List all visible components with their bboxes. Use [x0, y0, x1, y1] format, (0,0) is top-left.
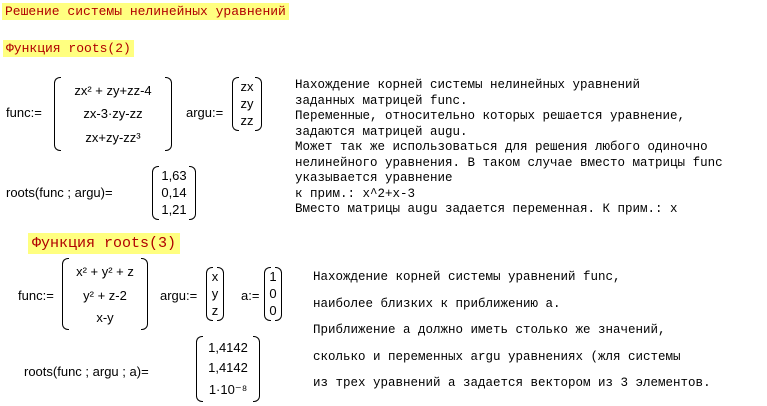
- argu-label: argu: [186, 105, 213, 120]
- section1-argu-assign[interactable]: [186, 105, 223, 120]
- description-line: наиболее близких к приближению a.: [313, 296, 561, 311]
- argu-row-3: zz: [240, 113, 254, 128]
- argu-row-3: z: [211, 303, 219, 318]
- section2-argu-assign[interactable]: [160, 288, 197, 303]
- a-label: a: [241, 288, 249, 303]
- description-line: Приближение a должно иметь столько же значений,: [313, 323, 666, 337]
- section2-a-matrix[interactable]: [264, 267, 282, 321]
- func-label: func: [6, 105, 31, 120]
- argu-label: argu: [160, 288, 187, 303]
- root-value-1: 1,4142: [208, 340, 248, 355]
- description-line: Нахождение корней системы нелинейных уравнений: [295, 78, 641, 92]
- description-line: нелинейного уравнения. В таком случае вместо матрицы func: [295, 155, 723, 170]
- description-line: сколько и переменных argu уравнениях (жля системы: [313, 349, 681, 364]
- description-line: заданных матрицей func.: [295, 93, 468, 108]
- assign-operator: :=: [186, 288, 198, 303]
- section1-roots-result: [152, 166, 196, 220]
- section1-func-assign[interactable]: [6, 105, 42, 120]
- description-line: Вместо матрицы augu задается переменная. К прим.: x: [295, 202, 678, 216]
- func-row-3: x-y: [96, 310, 114, 325]
- argu-row-1: x: [211, 269, 219, 284]
- a-row-1: 1: [269, 269, 277, 284]
- description-line: задаются матрицей augu.: [295, 124, 468, 139]
- func-row-2: y² + z-2: [83, 288, 127, 303]
- description-line: к прим.: x^2+x-3: [295, 186, 416, 201]
- description-line: из трех уравнений a задается вектором из 3 элементов.: [313, 376, 711, 390]
- section2-a-assign[interactable]: [241, 288, 259, 303]
- root-value-3: 1,21: [161, 202, 187, 217]
- assign-operator: :=: [248, 288, 260, 303]
- assign-operator: :=: [212, 105, 224, 120]
- description-line: указывается уравнение: [295, 171, 453, 185]
- section1-description[interactable]: [295, 78, 723, 218]
- a-row-3: 0: [269, 303, 277, 318]
- section2-header: Функция roots(3): [28, 233, 180, 254]
- assign-operator: :=: [42, 288, 54, 303]
- equals-operator: =: [105, 185, 113, 200]
- description-line: Может так же использоваться для решения любого одиночно: [295, 140, 708, 154]
- section1-roots-expression[interactable]: [6, 185, 113, 200]
- root-value-1: 1,63: [161, 168, 187, 183]
- section2-argu-matrix[interactable]: [206, 267, 224, 321]
- roots-call: roots(func ; argu): [6, 185, 105, 200]
- func-row-2: zx-3·zy-zz: [83, 106, 143, 121]
- section1-header: Функция roots(2): [3, 40, 134, 57]
- section2-roots-expression[interactable]: [24, 364, 149, 379]
- section2-roots-result: [196, 336, 260, 402]
- equals-operator: =: [141, 364, 149, 379]
- func-label: func: [18, 288, 43, 303]
- func-row-1: x² + y² + z: [76, 264, 134, 279]
- description-line: Переменные, относительно которых решается уравнение,: [295, 109, 686, 123]
- section2-func-matrix[interactable]: [62, 258, 148, 330]
- section1-func-matrix[interactable]: [54, 77, 172, 151]
- section2-func-assign[interactable]: [18, 288, 54, 303]
- root-value-3: 1·10⁻⁸: [208, 382, 248, 397]
- section1-argu-matrix[interactable]: [232, 77, 262, 131]
- section2-description[interactable]: [313, 267, 711, 400]
- root-value-2: 1,4142: [208, 360, 248, 375]
- root-value-2: 0,14: [161, 185, 187, 200]
- argu-row-2: zy: [240, 96, 254, 111]
- argu-row-2: y: [211, 286, 219, 301]
- argu-row-1: zx: [240, 79, 254, 94]
- func-row-3: zx+zy-zz³: [85, 130, 141, 145]
- assign-operator: :=: [30, 105, 42, 120]
- func-row-1: zx² + zy+zz-4: [74, 83, 152, 98]
- description-line: Нахождение корней системы уравнений func,: [313, 270, 621, 284]
- page-title: Решение системы нелинейных уравнений: [2, 3, 289, 20]
- a-row-2: 0: [269, 286, 277, 301]
- roots-call: roots(func ; argu ; a): [24, 364, 142, 379]
